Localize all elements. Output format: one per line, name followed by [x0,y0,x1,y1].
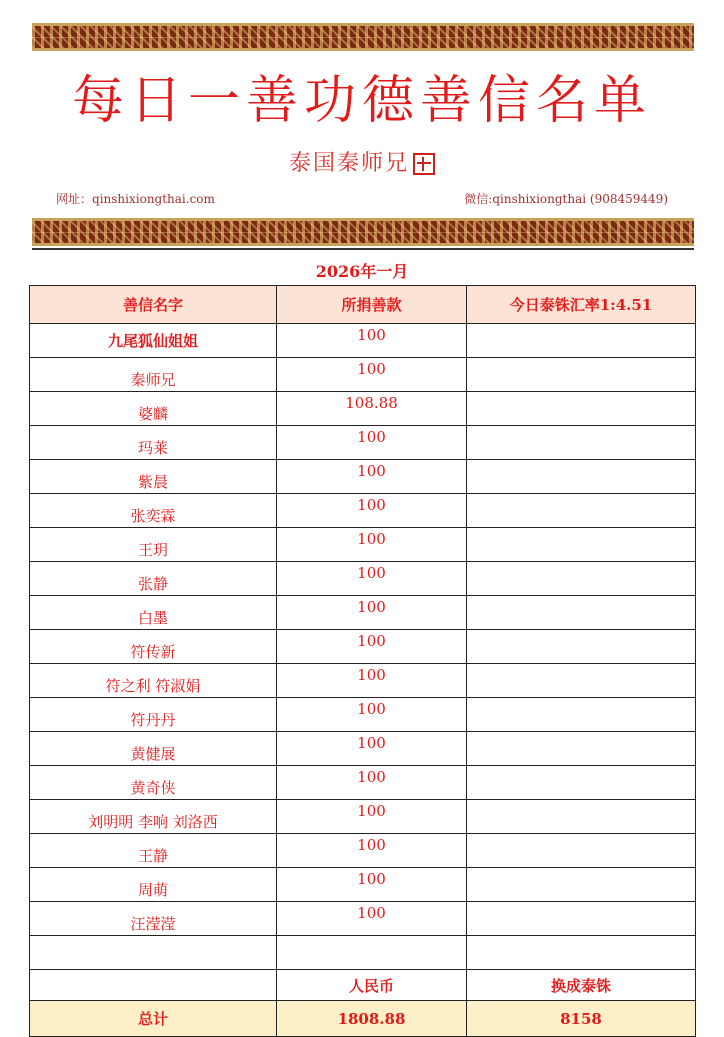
donation-amount: 100 [277,528,467,562]
thb-cell [467,528,696,562]
table-row [30,460,696,494]
total-label: 总计 [30,1001,277,1037]
decorative-border-top [32,23,694,51]
donor-name: 符传新 [30,630,277,664]
thb-cell [467,426,696,460]
donation-amount: 100 [277,562,467,596]
donation-amount: 100 [277,324,467,358]
thb-cell [467,936,696,970]
donation-amount: 100 [277,460,467,494]
donation-amount: 100 [277,664,467,698]
website-label: 网址： [56,192,93,206]
donation-amount: 100 [277,732,467,766]
thb-cell [467,698,696,732]
seal-stamp-icon [413,153,435,175]
thb-cell [467,358,696,392]
thb-cell [467,902,696,936]
donation-amount: 100 [277,834,467,868]
table-row [30,528,696,562]
table-row [30,392,696,426]
table-row [30,324,696,358]
table-row [30,732,696,766]
total-thb: 8158 [467,1001,696,1037]
table-row [30,698,696,732]
donor-name: 张奕霖 [30,494,277,528]
header-name: 善信名字 [30,286,277,324]
page-title: 每日一善功德善信名单 [71,71,652,131]
donor-name: 周萌 [30,868,277,902]
currency-thb: 换成泰铢 [467,970,696,1001]
donor-name: 白墨 [30,596,277,630]
thb-cell [467,630,696,664]
donation-amount: 100 [277,630,467,664]
donor-name: 符之利 符淑娟 [30,664,277,698]
table-row [30,494,696,528]
wechat-id: qinshixiongthai [492,192,587,206]
thb-cell [467,494,696,528]
total-row [30,1001,696,1037]
donation-amount: 100 [277,358,467,392]
table-row [30,426,696,460]
donor-name: 张静 [30,562,277,596]
donation-amount: 100 [277,596,467,630]
thb-cell [467,834,696,868]
header-rate: 今日泰铢汇率1:4.51 [467,286,696,324]
donation-amount: 100 [277,902,467,936]
month-heading: 2026年一月 [315,262,409,281]
thb-cell [467,392,696,426]
donation-amount: 100 [277,868,467,902]
thb-cell [467,732,696,766]
thb-cell [467,460,696,494]
thb-cell [467,324,696,358]
wechat-line [464,190,668,207]
table-row [30,902,696,936]
donor-table [29,285,696,1037]
donor-name: 黄奇侠 [30,766,277,800]
thb-cell [467,868,696,902]
donor-name: 王静 [30,834,277,868]
donor-name: 汪滢滢 [30,902,277,936]
table-row [30,868,696,902]
author-line [0,146,724,177]
donor-name: 刘明明 李响 刘洛西 [30,800,277,834]
thb-cell [467,766,696,800]
currency-rmb: 人民币 [277,970,467,1001]
currency-blank [30,970,277,1001]
table-row [30,596,696,630]
table-row [30,936,696,970]
table-row [30,630,696,664]
table-row [30,664,696,698]
wechat-label: 微信: [464,192,493,206]
donation-amount: 100 [277,698,467,732]
donor-name [30,936,277,970]
donor-name: 婆麟 [30,392,277,426]
donation-amount: 100 [277,800,467,834]
donation-amount: 108.88 [277,392,467,426]
table-row [30,834,696,868]
decorative-border-bottom [32,218,694,246]
table-row [30,562,696,596]
total-rmb: 1808.88 [277,1001,467,1037]
donor-name: 紫晨 [30,460,277,494]
donor-name: 秦师兄 [30,358,277,392]
table-header-row [30,286,696,324]
divider [32,248,694,250]
donor-name: 符丹丹 [30,698,277,732]
website-line [56,190,215,207]
wechat-number: (908459449) [589,192,668,206]
thb-cell [467,800,696,834]
author-name: 泰国秦师兄 [288,151,409,176]
table-row [30,766,696,800]
website-url: qinshixiongthai.com [92,192,215,206]
header-amount: 所捐善款 [277,286,467,324]
thb-cell [467,664,696,698]
donation-amount: 100 [277,426,467,460]
donation-amount [277,936,467,970]
donor-name: 黄健展 [30,732,277,766]
donor-name: 九尾狐仙姐姐 [30,324,277,358]
table-row [30,800,696,834]
currency-row [30,970,696,1001]
thb-cell [467,562,696,596]
thb-cell [467,596,696,630]
donation-amount: 100 [277,494,467,528]
donation-amount: 100 [277,766,467,800]
donor-name: 王玥 [30,528,277,562]
donor-name: 玛莱 [30,426,277,460]
table-row [30,358,696,392]
